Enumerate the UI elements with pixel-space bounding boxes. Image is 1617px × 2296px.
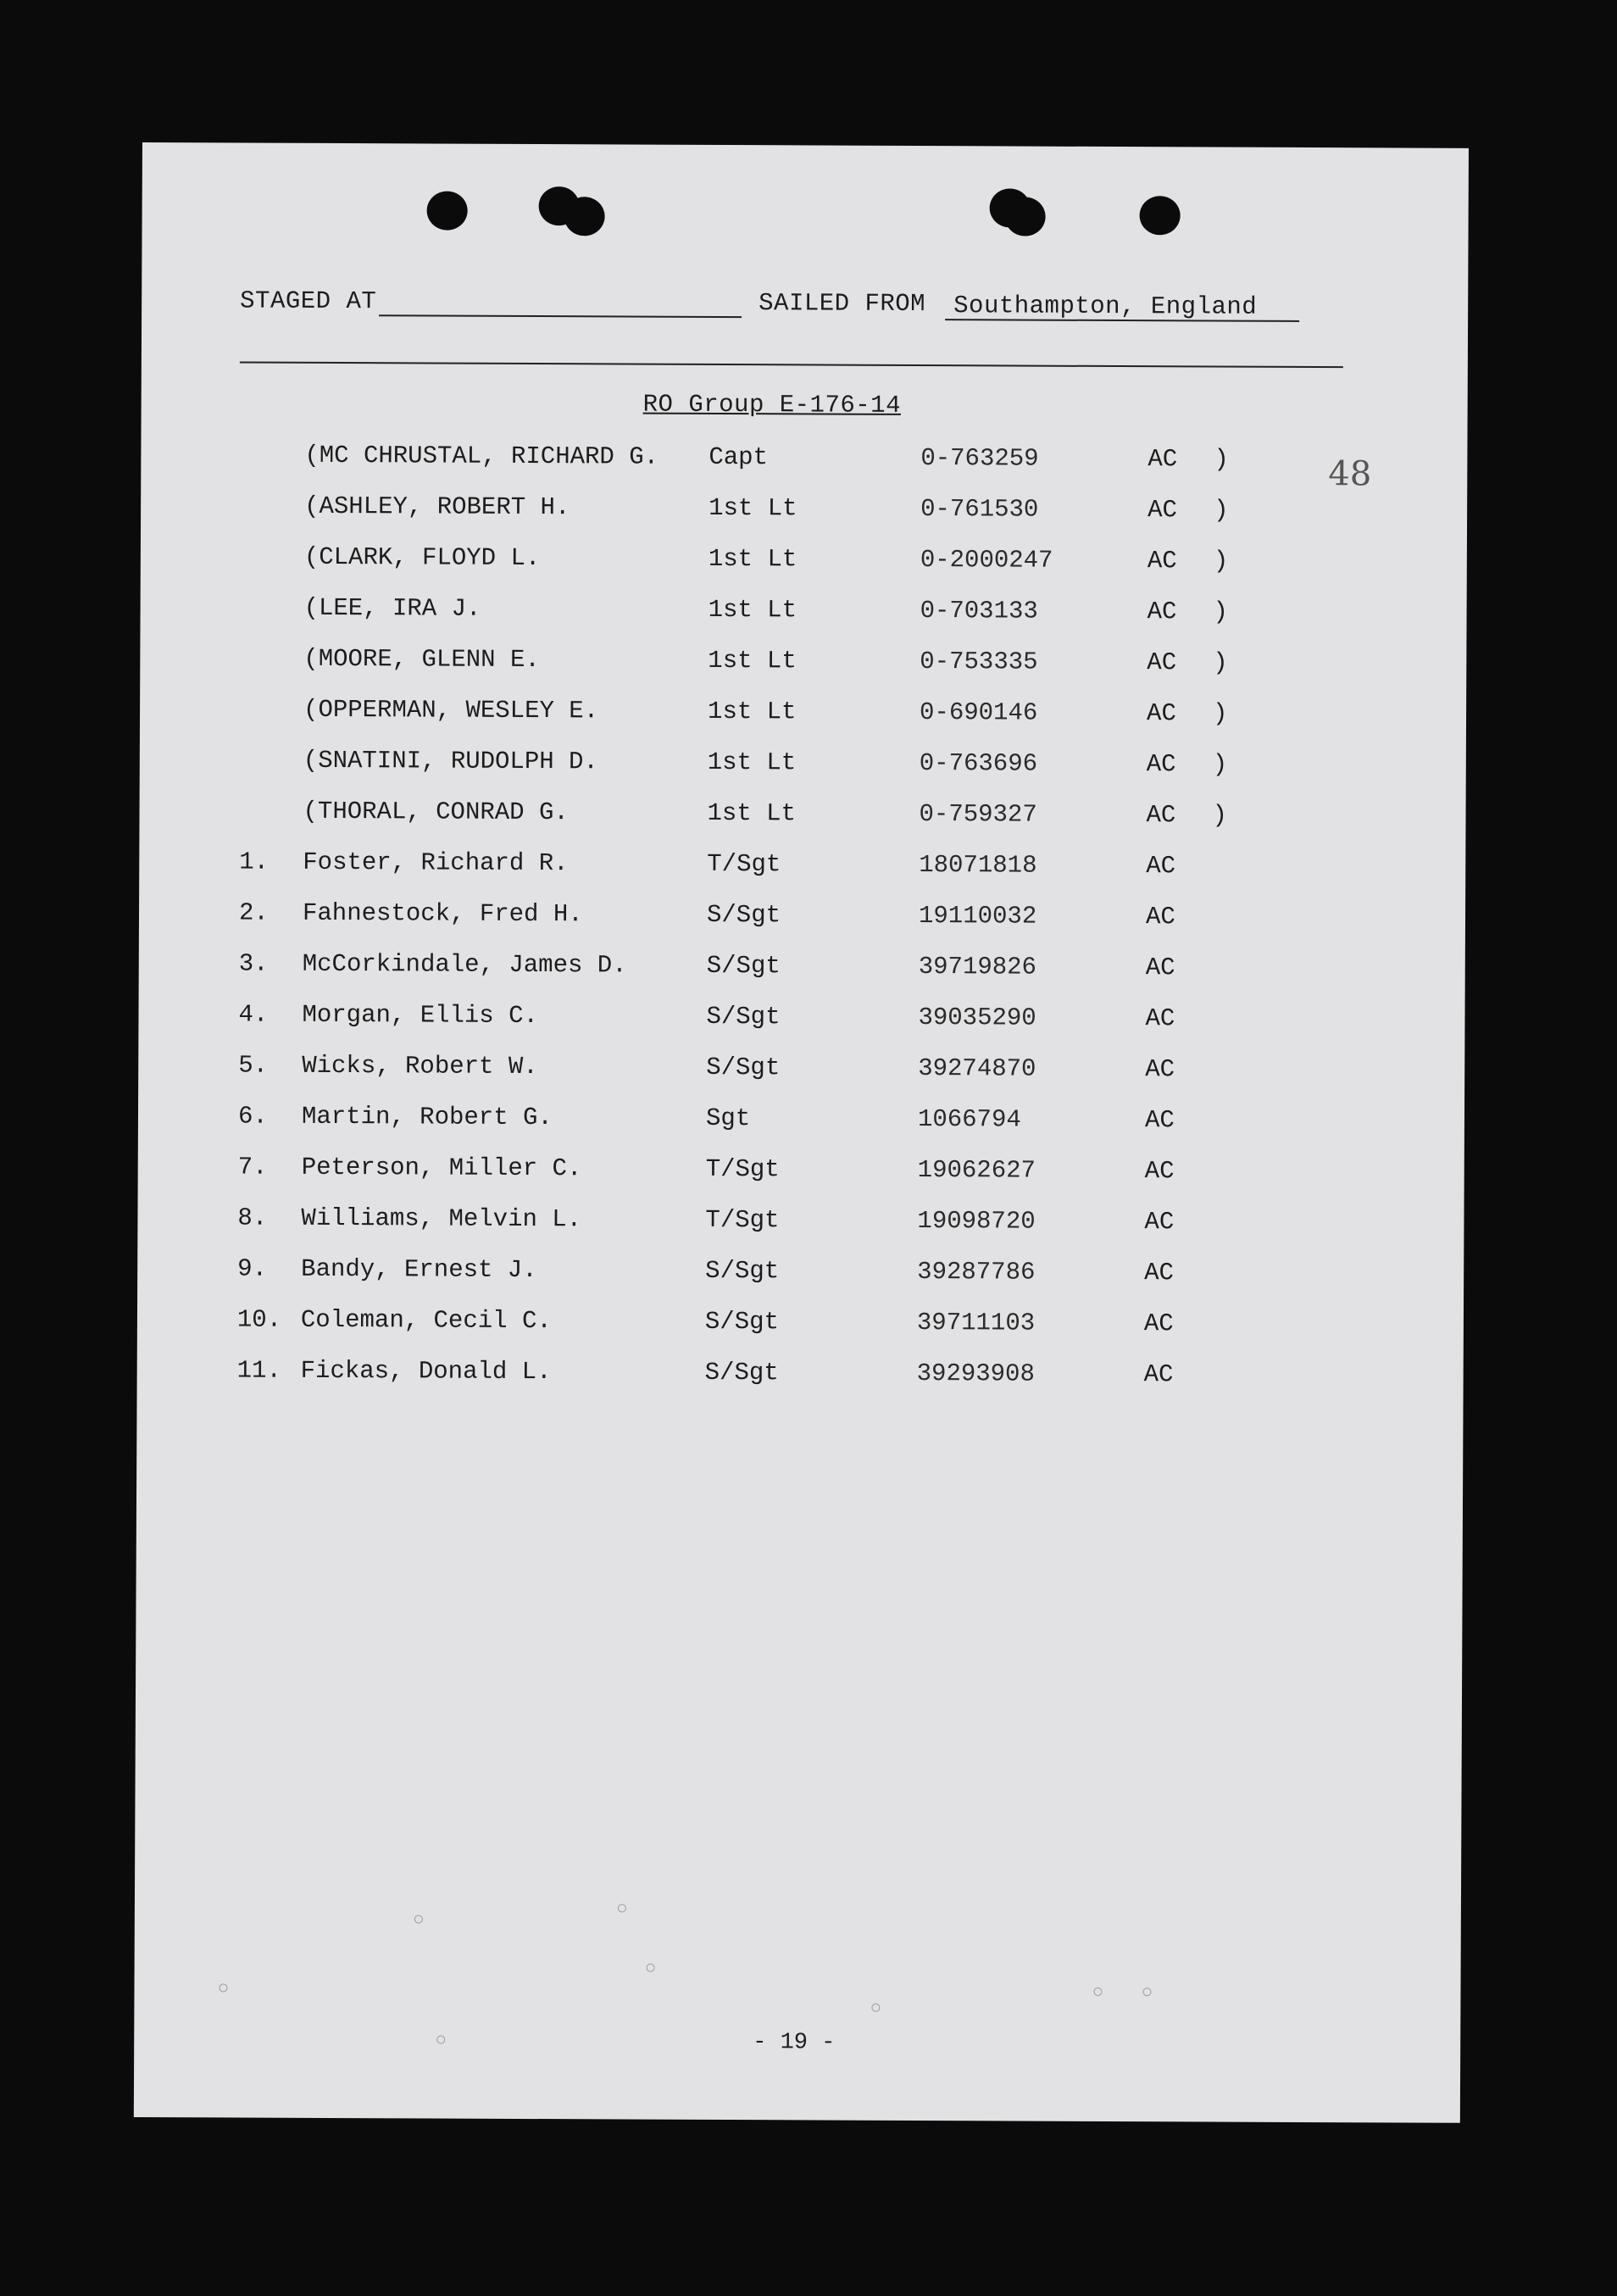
row-number: 8. [237, 1204, 268, 1232]
person-name: (MC CHRUSTAL, RICHARD G. [304, 441, 659, 471]
roster-row [138, 1000, 1464, 1040]
serial-number: 39293908 [916, 1359, 1035, 1388]
serial-number: 0-763696 [919, 749, 1038, 778]
person-name: (THORAL, CONRAD G. [303, 797, 569, 827]
serial-number: 19098720 [917, 1207, 1036, 1236]
roster-row [139, 797, 1465, 837]
rank: T/Sgt [705, 1154, 780, 1184]
person-name: Coleman, Cecil C. [300, 1305, 552, 1336]
branch-code: AC [1144, 1259, 1175, 1287]
rank: 1st Lt [707, 798, 797, 828]
row-number: 9. [237, 1254, 268, 1283]
rank: S/Sgt [706, 1053, 781, 1082]
serial-number: 0-761530 [920, 495, 1039, 524]
rank: 1st Lt [708, 697, 797, 726]
serial-number: 19062627 [917, 1156, 1036, 1185]
roster-row [139, 898, 1465, 938]
roster-row [139, 848, 1465, 887]
speck [871, 2004, 880, 2012]
roster-row [141, 542, 1467, 582]
serial-number: 0-759327 [919, 800, 1037, 829]
bracket-mark: ) [1213, 547, 1229, 575]
serial-number: 0-690146 [920, 698, 1038, 727]
serial-number: 0-763259 [920, 444, 1039, 473]
sailed-from-label: SAILED FROM [758, 289, 926, 319]
rank: T/Sgt [705, 1205, 780, 1235]
rank: 1st Lt [708, 544, 797, 574]
roster-row [138, 1102, 1464, 1142]
roster-row [140, 695, 1466, 735]
roster-row [141, 441, 1467, 481]
sailed-from-value: Southampton, England [953, 292, 1258, 321]
branch-code: AC [1145, 903, 1175, 931]
bracket-mark: ) [1214, 445, 1229, 474]
punch-hole [427, 191, 468, 230]
branch-code: AC [1146, 801, 1176, 830]
punch-hole [1140, 196, 1181, 235]
row-number: 2. [238, 898, 269, 927]
speck [414, 1915, 423, 1923]
branch-code: AC [1144, 1157, 1175, 1186]
person-name: Peterson, Miller C. [301, 1153, 582, 1183]
row-number: 10. [236, 1305, 282, 1334]
punch-hole [1005, 197, 1046, 236]
person-name: Williams, Melvin L. [301, 1204, 582, 1234]
person-name: (OPPERMAN, WESLEY E. [303, 695, 599, 725]
branch-code: AC [1147, 547, 1177, 575]
rank: Sgt [705, 1104, 751, 1133]
staged-at-label: STAGED AT [240, 286, 377, 316]
roster-row [137, 1305, 1464, 1345]
roster-row [137, 1356, 1464, 1396]
row-number: 1. [239, 848, 270, 876]
branch-code: AC [1143, 1360, 1174, 1389]
roster-row [138, 1153, 1464, 1192]
group-title: RO Group E-176-14 [642, 390, 902, 420]
person-name: Martin, Robert G. [301, 1102, 553, 1132]
rank: S/Sgt [705, 1256, 780, 1286]
speck [647, 1964, 655, 1972]
person-name: Wicks, Robert W. [302, 1051, 538, 1081]
document-page [134, 142, 1469, 2123]
person-name: (CLARK, FLOYD L. [303, 542, 541, 573]
branch-code: AC [1144, 1208, 1175, 1237]
header-divider [240, 362, 1343, 369]
person-name: (MOORE, GLENN E. [303, 644, 540, 675]
row-number: 5. [238, 1051, 269, 1080]
branch-code: AC [1145, 1055, 1175, 1084]
speck [436, 2036, 445, 2044]
bracket-mark: ) [1214, 496, 1229, 525]
serial-number: 0-753335 [920, 648, 1038, 676]
rank: S/Sgt [706, 1002, 781, 1031]
person-name: Bandy, Ernest J. [301, 1254, 537, 1285]
branch-code: AC [1145, 953, 1175, 982]
staged-at-underline [379, 314, 742, 318]
branch-code: AC [1144, 1106, 1175, 1135]
row-number: 7. [237, 1153, 268, 1181]
row-number: 3. [238, 949, 269, 978]
person-name: Fahnestock, Fred H. [302, 898, 583, 929]
bracket-mark: ) [1213, 598, 1229, 626]
rank: S/Sgt [704, 1358, 779, 1387]
person-name: McCorkindale, James D. [302, 949, 627, 980]
serial-number: 39719826 [918, 953, 1037, 981]
person-name: Morgan, Ellis C. [302, 1000, 539, 1031]
sailed-from-underline [945, 319, 1299, 322]
serial-number: 19110032 [918, 902, 1037, 931]
branch-code: AC [1146, 750, 1176, 779]
serial-number: 18071818 [919, 851, 1037, 880]
roster-row [138, 1051, 1464, 1091]
bracket-mark: ) [1212, 750, 1228, 779]
rank: S/Sgt [704, 1307, 780, 1337]
bracket-mark: ) [1212, 699, 1228, 728]
serial-number: 39711103 [916, 1309, 1036, 1337]
branch-code: AC [1147, 598, 1177, 626]
branch-code: AC [1145, 1004, 1175, 1033]
serial-number: 39274870 [918, 1054, 1036, 1083]
person-name: Foster, Richard R. [303, 848, 569, 878]
serial-number: 0-2000247 [920, 546, 1053, 575]
roster-row [139, 949, 1465, 989]
roster-row [141, 492, 1467, 531]
serial-number: 39035290 [918, 1003, 1036, 1032]
page-number: - 19 - [753, 2030, 836, 2056]
roster-row [140, 746, 1466, 786]
rank: S/Sgt [706, 951, 781, 981]
row-number: 11. [236, 1356, 281, 1385]
bracket-mark: ) [1212, 801, 1228, 830]
rank: 1st Lt [708, 646, 797, 675]
speck [1142, 1987, 1151, 1996]
rank: 1st Lt [707, 748, 797, 777]
person-name: Fickas, Donald L. [300, 1356, 552, 1387]
branch-code: AC [1146, 852, 1176, 881]
row-number: 6. [237, 1102, 268, 1131]
serial-number: 0-703133 [920, 597, 1038, 625]
branch-code: AC [1146, 699, 1176, 728]
person-name: (LEE, IRA J. [303, 593, 481, 623]
branch-code: AC [1143, 1309, 1174, 1338]
serial-number: 39287786 [917, 1258, 1036, 1287]
branch-code: AC [1147, 445, 1178, 474]
roster-row [141, 593, 1467, 633]
branch-code: AC [1147, 496, 1178, 525]
rank: S/Sgt [706, 900, 781, 930]
punch-hole [564, 197, 605, 236]
roster-row [140, 644, 1466, 684]
speck [219, 1983, 227, 1992]
rank: 1st Lt [708, 595, 797, 625]
rank: Capt [708, 442, 769, 472]
bracket-mark: ) [1213, 648, 1228, 677]
speck [1093, 1987, 1102, 1996]
person-name: (SNATINI, RUDOLPH D. [303, 746, 598, 776]
roster-row [137, 1204, 1464, 1243]
person-name: (ASHLEY, ROBERT H. [304, 492, 570, 522]
roster-row [137, 1254, 1464, 1294]
rank: 1st Lt [708, 493, 797, 523]
rank: T/Sgt [707, 849, 781, 879]
margin-number: 48 [1328, 454, 1372, 494]
branch-code: AC [1147, 648, 1177, 677]
serial-number: 1066794 [917, 1105, 1021, 1134]
row-number: 4. [238, 1000, 269, 1029]
speck [618, 1904, 626, 1912]
